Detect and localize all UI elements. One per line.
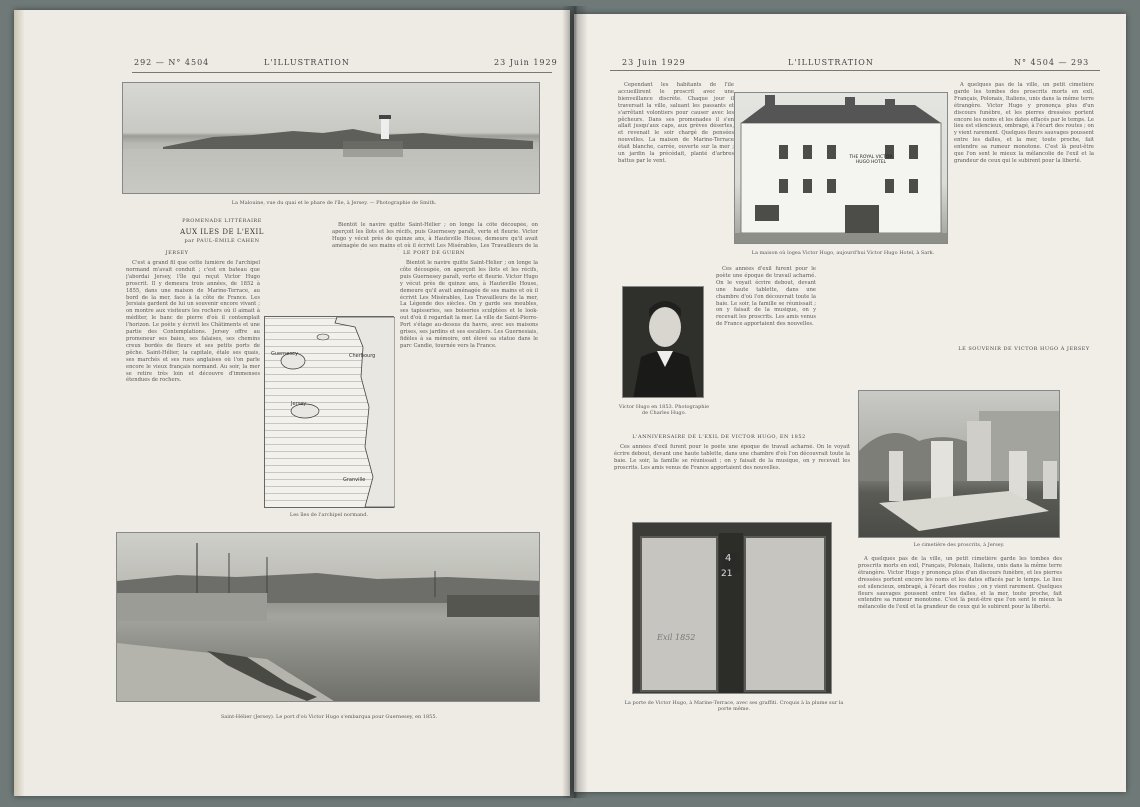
right-header-title: L'ILLUSTRATION	[788, 58, 874, 67]
portrait-caption: Victor Hugo en 1853. Photographie de Charles Hugo.	[618, 404, 710, 416]
column-b-paragraph: Ces années d'exil furent pour le poète une époque de travail acharné. On le voyait écrire debout, devant une haute tablette, dans une chambre d'où l'on découvrait toute la baie. Le soir, la famille se réunissait ; on y faisait de la musique, on y recevait les proscrits. Les amis venus de France apportaient des nouvelles.	[716, 266, 816, 328]
left-header-issue: 23 Juin 1929	[494, 58, 558, 67]
column-c-text	[954, 82, 1094, 340]
subhead-guern: LE PORT DE GUERN	[403, 250, 465, 256]
column-1-paragraph: C'est à grand fil que cette lumière de l'archipel normand m'avait conduit ; c'est en bateau que j'abordai Jersey, l'île qui reçut Victor Hugo proscrit. Il y demeura trois années, de 1852 à 1855, dans une maison de Marine-Terrace, au bord de la mer, face à la côte de France. Les Jersiais gardent de lui un souvenir encore vivant ; on montre aux visiteurs les rochers où il aimait à méditer, le banc de pierre d'où il contemplait l'horizon. Le poète y écrivit les Châtiments et une partie des Contemplations. Jersey offre au promeneur ses baies, ses falaises, ses chemins creux bordés de fleurs et ses petits ports de pêche. Saint-Hélier, la capitale, étale ses quais, ses marchés et ses rues anglaises où l'on parle encore le vieux français normand. Au soir, la mer se retire très loin et découvre d'immenses étendues de rochers.	[126, 260, 260, 384]
left-page	[14, 10, 570, 796]
intro-paragraph: Bientôt le navire quitte Saint-Hélier ; on longe la côte découpée, on aperçoit les îlots et les récifs, puis Guernesey paraît, verte et fleurie. Victor Hugo y vécut près de quinze ans, à Hauteville House, demeure qu'il avait aménagée de ses mains et où il écrivit Les Misérables, Les Travailleurs de la	[332, 222, 538, 249]
top-photo-caption: La Malouine, vue du quai et le phare de l'île, à Jersey. — Photographie de Smith.	[231, 200, 437, 206]
harbour-photo-top	[122, 82, 540, 194]
graves-photo	[858, 390, 1060, 538]
hotel-building	[735, 93, 948, 244]
column-d-text	[858, 556, 1062, 726]
subhead-jersey: JERSEY	[165, 250, 189, 256]
door-photo	[632, 522, 832, 694]
bottom-photo-caption: Saint-Hélier (Jersey). Le port d'où Victor Hugo s'embarqua pour Guernesey, en 1855.	[220, 714, 438, 720]
intro-text	[332, 222, 538, 250]
column-b-text	[716, 266, 816, 418]
archipelago-map	[264, 316, 394, 508]
column-1-text	[126, 260, 260, 522]
hotel-sign: THE ROYAL VICTOR HUGO HOTEL	[849, 155, 893, 165]
byline: par PAUL-ÉMILE CAHEN	[184, 238, 260, 244]
door-number-top: 4	[725, 553, 732, 564]
left-header-title: L'ILLUSTRATION	[264, 58, 350, 67]
column-a-text	[618, 82, 734, 282]
column-a-paragraph: Cependant les habitants de l'île accueillirent le proscrit avec une bienveillance discrète. Chaque jour il traversait la ville, saluant les passants et s'arrêtant volontiers pour causer avec les pêcheurs. Dans ses promenades il s'en allait jusqu'aux caps, aux grèves désertes, et revenait le soir chargé de pensées nouvelles. La maison de Marine-Terrace était blanche, carrée, ouverte sur la mer ; un jardin la précédait, planté d'arbres battus par le vent.	[618, 82, 734, 164]
door-inscription: Exil 1852	[657, 633, 696, 642]
door-number-bottom: 21	[721, 569, 733, 579]
portrait-figure	[623, 287, 704, 398]
right-header-date: 23 Juin 1929	[622, 58, 686, 67]
map-drawing	[265, 317, 395, 509]
map-label-guernesey: Guernesey	[271, 351, 298, 357]
port-photo-bottom	[116, 532, 540, 702]
column-2-text	[400, 260, 538, 522]
map-label-jersey: Jersey	[291, 401, 307, 407]
section-label: PROMENADE LITTÉRAIRE	[182, 218, 262, 224]
portrait-photo	[622, 286, 704, 398]
midpage-heading: L'ANNIVERSAIRE DE L'EXIL DE VICTOR HUGO, EN 1852	[632, 434, 806, 440]
map-label-granville: Granville	[343, 477, 366, 483]
column-d-paragraph: À quelques pas de la ville, un petit cimetière garde les tombes des proscrits morts en exil, Français, Polonais, Italiens, unis dans la même terre étrangère. Victor Hugo y prononça plus d'un discours funèbre, et les pierres dressées portent encore les noms et les dates effacés par le temps. Le lieu est silencieux, ombragé, à l'écart des routes ; on y vient rarement. Quelques fleurs sauvages poussent entre les dalles, et la mer, toute proche, fait entendre sa rumeur monotone. C'est là peut-être que l'on sent le mieux la mélancolie de l'exil et la grandeur de ceux qui le subirent pour la liberté.	[858, 556, 1062, 611]
magazine-spread	[14, 6, 1126, 798]
midpage-paragraph: Ces années d'exil furent pour le poète une époque de travail acharné. On le voyait écrire debout, devant une haute tablette, dans une chambre d'où l'on découvrait toute la baie. Le soir, la famille se réunissait ; on y faisait de la musique, on y recevait les proscrits. Les amis venus de France apportaient des nouvelles.	[614, 444, 850, 471]
map-label-cherbourg: Cherbourg	[349, 353, 376, 359]
door-panels	[633, 523, 832, 694]
island-silhouette	[123, 83, 540, 194]
left-header-date: 292 — N° 4504	[134, 58, 210, 67]
right-page	[574, 14, 1126, 792]
page-edge	[14, 10, 24, 796]
column-2-paragraph: Bientôt le navire quitte Saint-Hélier ; on longe la côte découpée, on aperçoit les îlots et les récifs, puis Guernesey paraît, verte et fleurie. Victor Hugo y vécut près de quinze ans, à Hauteville House, demeure qu'il avait aménagée de ses mains et où il écrivit Les Misérables, Les Travailleurs de la mer, La Légende des siècles. On y garde ses meubles, ses tapisseries, ses boiseries sculptées et le look-out d'où il regardait la mer. La ville de Saint-Pierre-Port s'étage au-dessus du havre, avec ses maisons grises, ses jardins et ses escaliers. Les Guernesiais, fidèles à sa mémoire, ont élevé sa statue dans le parc Candie, tournée vers la France.	[400, 260, 538, 349]
spine-shadow	[562, 6, 588, 798]
header-rule-right	[610, 70, 1100, 71]
column-c-paragraph: À quelques pas de la ville, un petit cimetière garde les tombes des proscrits morts en exil, Français, Polonais, Italiens, unis dans la même terre étrangère. Victor Hugo y prononça plus d'un discours funèbre, et les pierres dressées portent encore les noms et les dates effacés par le temps. Le lieu est silencieux, ombragé, à l'écart des routes ; on y vient rarement. Quelques fleurs sauvages poussent entre les dalles, et la mer, toute proche, fait entendre sa rumeur monotone. C'est là peut-être que l'on sent le mieux la mélancolie de l'exil et la grandeur de ceux qui le subirent pour la liberté.	[954, 82, 1094, 164]
hotel-photo	[734, 92, 948, 244]
map-caption: Les îles de l'archipel normand.	[289, 512, 369, 518]
graves-scene	[859, 391, 1060, 538]
door-caption: La porte de Victor Hugo, à Marine-Terrace, avec ses graffiti. Croquis à la plume sur la porte même.	[624, 700, 844, 712]
article-title: AUX ILES DE L'EXIL	[180, 228, 264, 236]
right-header-issue: N° 4504 — 293	[1014, 58, 1090, 67]
port-scene	[117, 533, 540, 702]
midpage-text	[614, 444, 850, 514]
graves-caption: Le cimetière des proscrits, à Jersey.	[913, 542, 1005, 548]
hotel-caption: La maison où logea Victor Hugo, aujourd'hui Victor Hugo Hotel, à Sark.	[751, 250, 935, 256]
right-subhead: LE SOUVENIR DE VICTOR HUGO À JERSEY	[958, 346, 1090, 352]
header-rule	[132, 72, 552, 73]
